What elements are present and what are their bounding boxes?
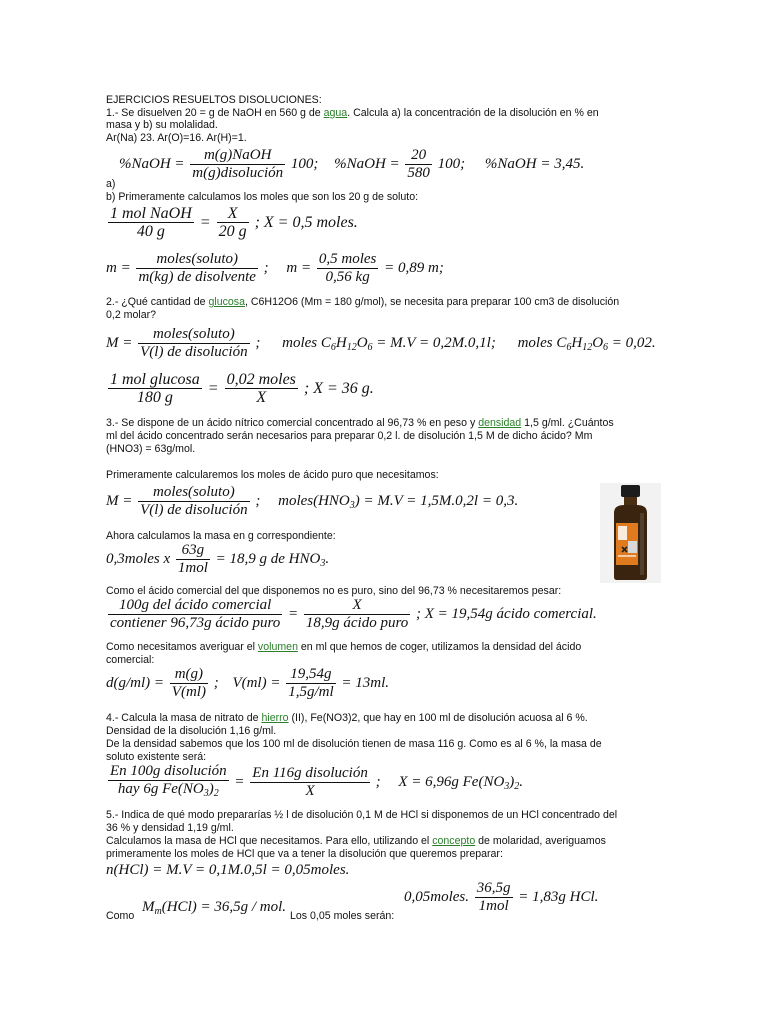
eq-term: = M.V = 0,2M.0,1l; <box>372 334 496 351</box>
ex4-statement-line2: Densidad de la disolución 1,16 g/ml. <box>106 725 277 737</box>
eq-term: 100; <box>437 156 466 172</box>
eq-result: . <box>519 773 524 790</box>
ex3-paragraph-comercial: comercial: <box>106 654 155 666</box>
eq-denominator: 1mol <box>177 560 208 576</box>
eq-term: ; <box>263 260 269 276</box>
ex5-text: de molaridad, averiguamos <box>475 835 606 847</box>
eq-result: ; X = 36 g. <box>303 379 374 397</box>
eq-numerator: 20 <box>405 147 432 165</box>
eq-term: H <box>571 334 583 351</box>
eq-numerator: X <box>304 597 410 615</box>
eq-result: (HCl) = 36,5g / mol. <box>161 899 287 915</box>
ex5-equation-1: n(HCl) = M.V = 0,1M.0,5l = 0,05moles. <box>106 862 350 878</box>
ex5-como-label: Como <box>106 910 135 922</box>
eq-numerator: m(g)NaOH <box>190 147 285 165</box>
eq-subscript: 6 <box>367 341 373 353</box>
eq-denominator: X <box>256 389 267 406</box>
ex1-label-a: a) <box>106 178 116 190</box>
link-glucosa[interactable]: glucosa <box>208 296 245 308</box>
eq-denominator: V(l) de disolución <box>140 344 248 360</box>
ex2-equation-1 <box>106 326 656 361</box>
eq-term: m = <box>286 260 312 276</box>
eq-subscript: 6 <box>330 341 336 353</box>
ex3-text: 1,5 g/ml. ¿Cuántos <box>521 417 614 429</box>
eq-subscript: 2 <box>514 780 520 792</box>
eq-denominator: contiener 96,73g ácido puro <box>110 615 281 631</box>
eq-denominator: m(kg) de disolvente <box>138 269 256 285</box>
eq-term: M <box>142 899 155 915</box>
ex3-equation-3 <box>106 597 597 632</box>
eq-term: 100; <box>290 156 319 172</box>
eq-numerator: 100g del ácido comercial <box>108 597 282 615</box>
ex3-statement-line1 <box>106 417 614 430</box>
eq-denominator: 40 g <box>136 223 165 240</box>
eq-numerator: 1 mol NaOH <box>110 205 192 222</box>
eq-term: O <box>592 334 604 351</box>
link-densidad[interactable]: densidad <box>478 417 522 429</box>
eq-term: hay 6g Fe(NO <box>117 781 204 797</box>
ex2-statement-line1 <box>106 296 619 309</box>
ex3-statement-line2: ml del ácido concentrado serán necesarios para preparar 0,2 l. de disolución 1,5 M de dicho ácido? Mm <box>106 430 593 442</box>
eq-result: . <box>325 550 330 567</box>
eq-numerator: moles(soluto) <box>136 251 257 269</box>
eq-term: m = <box>106 260 131 276</box>
ex3-equation-4 <box>106 666 389 701</box>
ex5-text: Calculamos la masa de HCl que necesitamos. Para ello, utilizando el <box>106 835 433 847</box>
ex1-part-b-text: b) Primeramente calculamos los moles que son los 20 g de soluto: <box>106 191 419 203</box>
eq-subscript: m <box>154 906 162 917</box>
ex1-statement-line2: masa y b) su molalidad. <box>106 119 218 131</box>
eq-term: d(g/ml) = <box>106 675 165 691</box>
eq-denominator: X <box>305 783 315 799</box>
eq-numerator: 36,5g <box>476 880 511 896</box>
ex3-text: 3.- Se dispone de un ácido nítrico comercial concentrado al 96,73 % en peso y <box>106 417 479 429</box>
eq-numerator: En 100g disolución <box>110 763 227 779</box>
eq-term: moles(HNO <box>278 492 350 509</box>
eq-denominator: 0,56 kg <box>325 269 370 285</box>
ex3-equation-2 <box>106 542 329 577</box>
eq-term: ; <box>213 675 219 691</box>
eq-result: = 0,89 m; <box>384 260 444 276</box>
eq-result: ; X = 19,54g ácido comercial. <box>416 606 597 622</box>
ex5-statement-line2: 36 % y densidad 1,19 g/ml. <box>106 822 234 834</box>
eq-term: 0,3moles x <box>106 551 171 567</box>
eq-subscript: 12 <box>346 341 357 353</box>
ex3-text: en ml que hemos de coger, utilizamos la densidad del ácido <box>297 641 582 653</box>
ex4-statement-line1 <box>106 712 588 725</box>
eq-numerator: m(g) <box>170 666 208 684</box>
ex4-equation-1 <box>106 763 523 802</box>
eq-denominator: 1mol <box>478 898 509 914</box>
eq-term: = <box>288 606 299 622</box>
eq-result: ; X = 0,5 moles. <box>254 213 358 231</box>
ex1-equation-a <box>119 147 584 182</box>
eq-denominator: 180 g <box>136 389 173 406</box>
ex3-equation-1 <box>106 484 518 519</box>
nitric-acid-bottle-image <box>600 483 661 583</box>
ex5-statement-line1: 5.- Indica de qué modo prepararías ½ l de disolución 0,1 M de HCl si disponemos de un HCl concentrado del <box>106 809 618 821</box>
eq-term: ) <box>509 773 515 790</box>
ex1-equation-b1 <box>106 205 358 240</box>
eq-denominator: 20 g <box>218 223 247 240</box>
eq-term: %NaOH = <box>334 156 400 172</box>
eq-denominator: m(g)disolución <box>192 165 284 181</box>
eq-subscript: 6 <box>566 341 572 353</box>
eq-numerator: 0,5 moles <box>318 251 377 267</box>
ex3-paragraph-masa: Ahora calculamos la masa en g correspondiente: <box>106 530 336 542</box>
ex5-paragraph-line1 <box>106 835 606 848</box>
eq-subscript: 6 <box>603 341 609 353</box>
eq-term: X = 6,96g Fe(NO <box>398 773 505 790</box>
document-title: EJERCICIOS RESUELTOS DISOLUCIONES: <box>106 94 322 106</box>
eq-term: ) <box>208 781 214 797</box>
eq-subscript: 2 <box>213 788 219 799</box>
eq-term: O <box>356 334 368 351</box>
link-hierro[interactable]: hierro <box>261 712 289 724</box>
eq-term: M = <box>106 493 133 509</box>
eq-subscript: 3 <box>504 780 510 792</box>
ex4-paragraph-line1: De la densidad sabemos que los 100 ml de disolución tienen de masa 116 g. Como es al 6 %, la masa de <box>106 738 602 750</box>
eq-subscript: 3 <box>320 557 326 569</box>
eq-numerator: moles(soluto) <box>138 484 249 502</box>
eq-term: = <box>234 774 245 790</box>
eq-denominator: 18,9g ácido puro <box>305 615 409 631</box>
eq-term: moles C <box>282 334 331 351</box>
ex3-paragraph-moles: Primeramente calcularemos los moles de ácido puro que necesitamos: <box>106 469 439 481</box>
ex3-text: Como necesitamos averiguar el <box>106 641 258 653</box>
eq-result: = 1,83g HCl. <box>518 889 599 905</box>
eq-denominator: 580 <box>407 165 430 181</box>
eq-term: = 18,9 g de HNO <box>215 550 321 567</box>
ex5-paragraph-line2: primeramente los moles de HCl que va a tener la disolución que queremos preparar: <box>106 848 503 860</box>
eq-denominator <box>108 781 229 802</box>
eq-term: = <box>207 379 219 397</box>
ex2-text: , C6H12O6 (Mm = 180 g/mol), se necesita para preparar 100 cm3 de disolución <box>244 296 620 308</box>
eq-denominator: V(l) de disolución <box>140 502 248 518</box>
eq-term: ; <box>375 774 381 790</box>
ex5-moles-text: Los 0,05 moles serán: <box>290 910 395 922</box>
eq-result: = 0,02. <box>608 334 656 351</box>
eq-term: = <box>199 213 211 231</box>
ex3-statement-line3: (HNO3) = 63g/mol. <box>106 443 196 455</box>
eq-term: H <box>335 334 347 351</box>
ex1-text: . Calcula a) la concentración de la disolución en % en <box>347 107 599 119</box>
eq-numerator: 63g <box>176 542 210 560</box>
eq-numerator: moles(soluto) <box>138 326 249 344</box>
eq-term: %NaOH = <box>119 156 185 172</box>
eq-term: 0,05moles. <box>404 889 469 905</box>
eq-denominator: 1,5g/ml <box>288 684 334 700</box>
eq-subscript: 3 <box>349 499 355 511</box>
ex2-equation-2 <box>106 371 374 406</box>
ex4-text: 4.- Calcula la masa de nitrato de <box>106 712 262 724</box>
ex3-paragraph-volumen <box>106 641 581 654</box>
eq-numerator: En 116g disolución <box>252 765 368 781</box>
eq-term: ; <box>255 335 261 351</box>
eq-term: M = <box>106 335 133 351</box>
eq-term: moles C <box>517 334 567 351</box>
ex2-statement-line2: 0,2 molar? <box>106 309 157 321</box>
ex3-paragraph-pesar: Como el ácido comercial del que disponemos no es puro, sino del 96,73 % necesitaremos pesar: <box>106 585 562 597</box>
ex1-text: 1.- Se disuelven 20 = g de NaOH en 560 g de <box>106 107 324 119</box>
ex1-atomic-masses: Ar(Na) 23. Ar(O)=16. Ar(H)=1. <box>106 132 247 144</box>
eq-numerator: X <box>217 205 249 223</box>
eq-result: ) = M.V = 1,5M.0,2l = 0,3. <box>354 492 519 509</box>
ex4-paragraph-line2: soluto existente será: <box>106 751 207 763</box>
eq-numerator: 19,54g <box>286 666 335 684</box>
eq-numerator: 1 mol glucosa <box>110 371 200 388</box>
eq-subscript: 12 <box>582 341 593 353</box>
eq-result: %NaOH = 3,45. <box>484 156 585 172</box>
link-agua[interactable]: agua <box>323 107 348 119</box>
eq-term: ; <box>255 493 261 509</box>
eq-subscript: 3 <box>203 788 209 799</box>
eq-numerator: 0,02 moles <box>226 371 296 388</box>
ex4-text: (II), Fe(NO3)2, que hay en 100 ml de disolución acuosa al 6 %. <box>288 712 588 724</box>
ex1-equation-b2 <box>106 251 444 286</box>
link-concepto[interactable]: concepto <box>432 835 476 847</box>
eq-result: = 13ml. <box>341 675 390 691</box>
eq-denominator: V(ml) <box>171 684 206 700</box>
eq-term: V(ml) = <box>232 675 281 691</box>
ex2-text: 2.- ¿Qué cantidad de <box>106 296 209 308</box>
ex5-equation-2 <box>142 899 286 917</box>
ex5-equation-3 <box>404 880 598 915</box>
link-volumen[interactable]: volumen <box>257 641 298 653</box>
